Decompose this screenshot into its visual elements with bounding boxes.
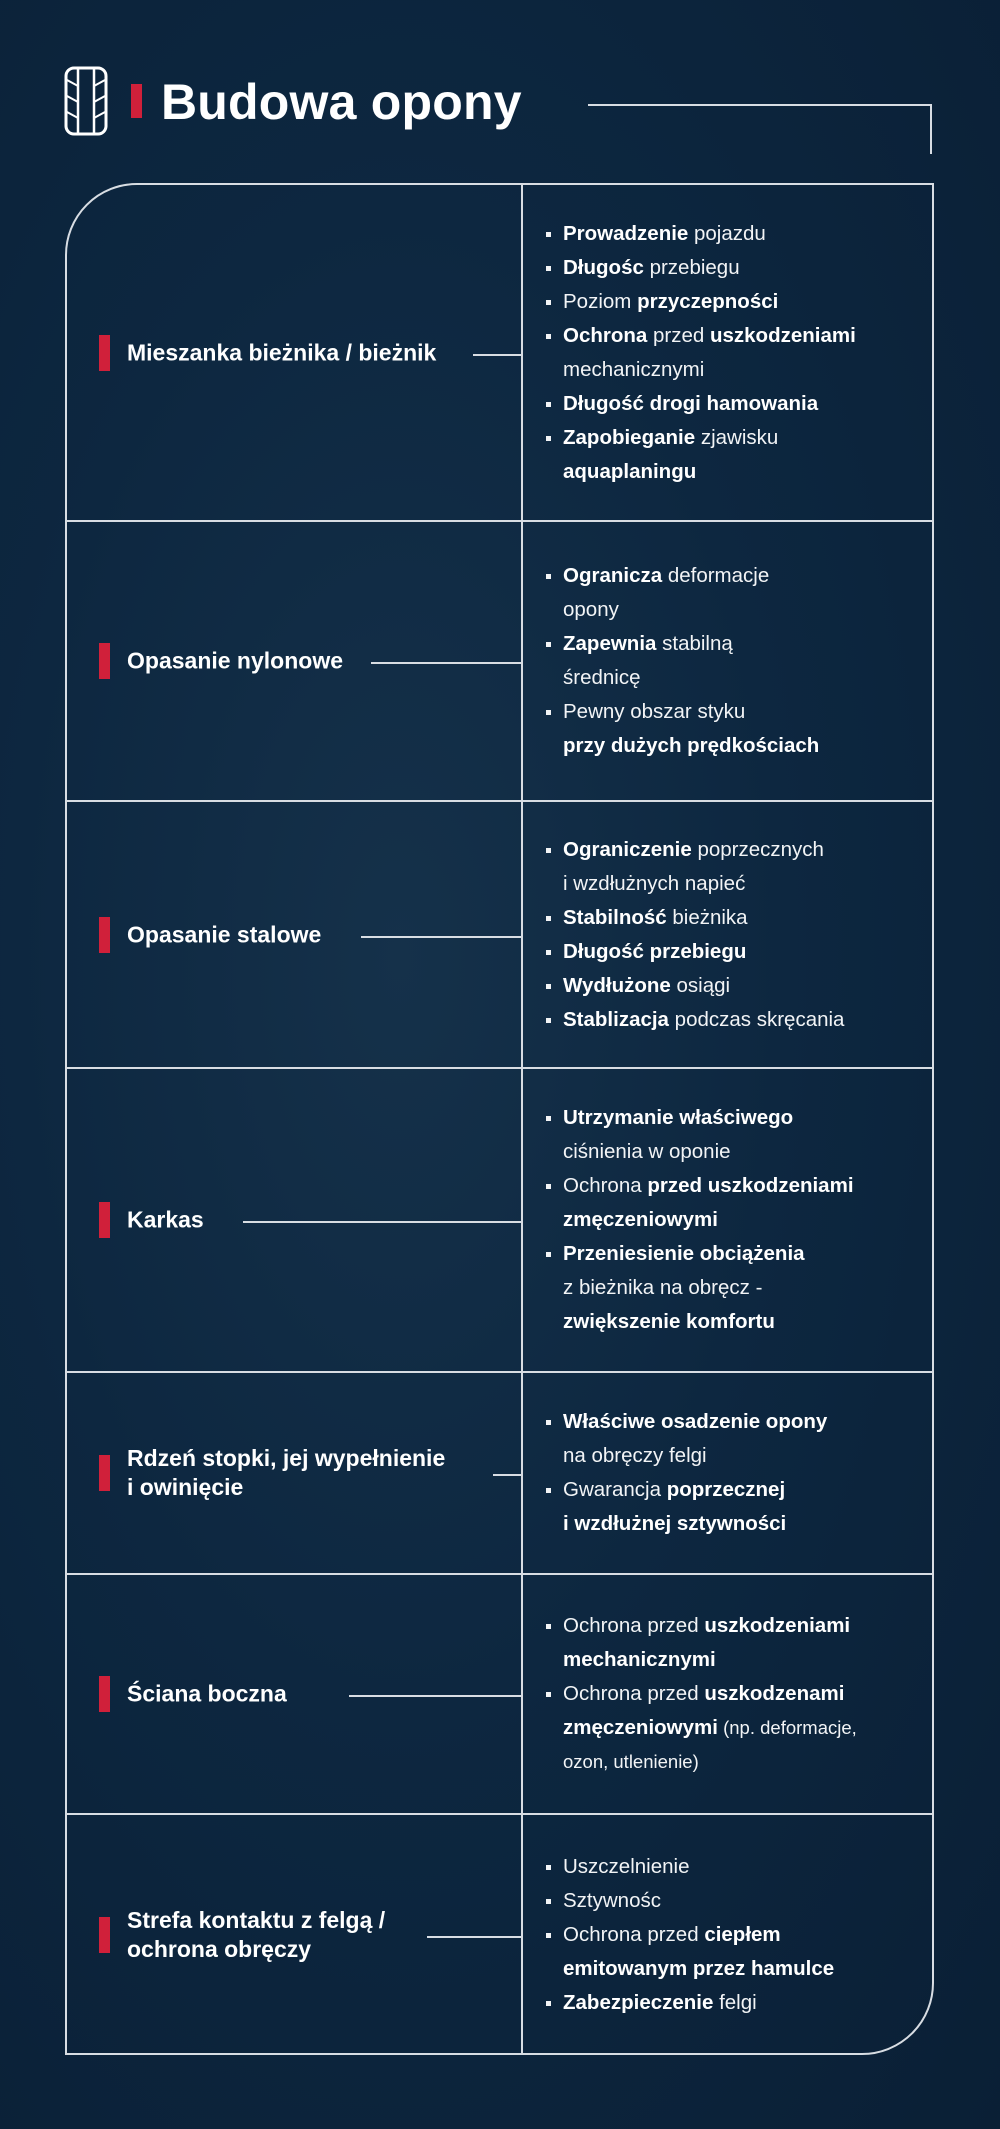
feature-text-bold: Wydłużone	[563, 973, 671, 997]
feature-text-bold: Utrzymanie właściwego	[563, 1106, 794, 1129]
feature-item	[563, 935, 932, 969]
feature-text: Ochrona przed	[563, 1614, 705, 1637]
feature-text-bold: przed uszkodzeniami zmęczeniowymi	[563, 1174, 854, 1231]
header	[0, 0, 1000, 190]
feature-text-bold: uszkodzenami zmęczeniowymi	[563, 1682, 845, 1739]
feature-text-bold: Stabilność	[563, 905, 667, 929]
feature-text-bold: Długość przebiegu	[563, 939, 747, 963]
row-divider	[67, 1067, 932, 1069]
feature-text: (np. deformacje, ozon, utlenienie)	[563, 1717, 857, 1772]
row-divider	[67, 1573, 932, 1575]
feature-text-bold: Ochrona	[563, 324, 648, 347]
feature-text: przebiegu	[643, 256, 740, 279]
feature-text-bold: Długośc	[563, 256, 644, 279]
feature-text: deformacje opony	[563, 564, 770, 621]
feature-text-bold: Ogranicza	[563, 564, 663, 587]
feature-text-bold: Stablizacja	[563, 1007, 669, 1031]
component-label: Ściana boczna	[127, 1680, 287, 1707]
label-accent-bar	[99, 1676, 110, 1712]
feature-list	[521, 1609, 932, 1779]
feature-text-bold: poprzecznej i wzdłużnej sztywności	[563, 1478, 787, 1535]
label-accent-bar	[99, 643, 110, 679]
feature-text: z bieżnika na obręcz -	[563, 1276, 763, 1299]
label-connector-line	[349, 1695, 521, 1697]
label-connector-line	[361, 936, 521, 938]
feature-list	[521, 1101, 932, 1339]
feature-item	[563, 1850, 932, 1884]
feature-list	[521, 833, 932, 1037]
row-divider	[67, 1813, 932, 1815]
feature-item	[563, 1884, 932, 1918]
feature-text-bold: Zapobieganie	[563, 426, 696, 449]
feature-text: przed	[647, 324, 710, 347]
feature-text-bold: Zabezpieczenie	[563, 1990, 714, 2014]
feature-item	[563, 1986, 932, 2020]
label-accent-bar	[99, 917, 110, 953]
feature-list	[521, 217, 932, 489]
feature-text: mechanicznymi	[563, 358, 705, 381]
feature-text: osiągi	[670, 973, 731, 997]
label-connector-line	[493, 1474, 521, 1476]
feature-text: stabilną średnicę	[563, 632, 733, 689]
feature-text-bold: przyczepności	[637, 290, 779, 313]
component-label: Mieszanka bieżnika / bieżnik	[127, 339, 437, 366]
feature-item	[563, 559, 932, 627]
component-label: Strefa kontaktu z felgą / ochrona obręczy	[127, 1906, 386, 1962]
feature-list	[521, 1405, 932, 1541]
feature-item	[563, 1918, 932, 1986]
label-connector-line	[371, 662, 521, 664]
tire-structure-table	[65, 183, 934, 2055]
feature-item	[563, 421, 932, 489]
feature-text: Ochrona przed	[563, 1922, 705, 1946]
feature-text-bold: Przeniesienie obciążenia	[563, 1242, 805, 1265]
page-title: Budowa opony	[161, 74, 522, 130]
feature-list	[521, 1850, 932, 2020]
title-decor-line	[588, 104, 932, 154]
label-accent-bar	[99, 1917, 110, 1953]
feature-text: podczas skręcania	[668, 1007, 845, 1031]
feature-item	[563, 1237, 932, 1339]
feature-text: poprzecznych i wzdłużnych napieć	[563, 837, 824, 895]
feature-text: Poziom	[563, 290, 638, 313]
feature-text-bold: Prowadzenie	[563, 222, 689, 245]
feature-list	[521, 559, 932, 763]
label-accent-bar	[99, 335, 110, 371]
feature-text-bold: Zapewnia	[563, 632, 657, 655]
feature-text: Ochrona	[563, 1174, 648, 1197]
feature-text: felgi	[713, 1990, 757, 2014]
feature-item	[563, 285, 932, 319]
component-label: Opasanie nylonowe	[127, 647, 343, 674]
feature-item	[563, 833, 932, 901]
label-accent-bar	[99, 1455, 110, 1491]
component-label: Opasanie stalowe	[127, 921, 322, 947]
feature-text: Sztywnośc	[563, 1888, 661, 1912]
feature-item	[563, 1003, 932, 1037]
feature-text: bieżnika	[666, 905, 748, 929]
component-label: Rdzeń stopki, jej wypełnienie i owinięcie	[127, 1445, 446, 1500]
feature-text: Ochrona przed	[563, 1682, 705, 1705]
feature-item	[563, 1169, 932, 1237]
label-accent-bar	[99, 1202, 110, 1238]
tire-tread-icon	[64, 66, 108, 136]
feature-item	[563, 695, 932, 763]
feature-text: Pewny obszar styku	[563, 700, 746, 723]
feature-text-bold: uszkodzeniami mechanicznymi	[563, 1614, 851, 1671]
feature-text: na obręczy felgi	[563, 1444, 707, 1467]
feature-item	[563, 1101, 932, 1169]
feature-item	[563, 251, 932, 285]
row-divider	[67, 1371, 932, 1373]
label-connector-line	[427, 1936, 521, 1938]
feature-item	[563, 969, 932, 1003]
feature-text-bold: ciepłem emitowanym przez hamulce	[563, 1922, 835, 1980]
feature-item	[563, 217, 932, 251]
label-connector-line	[243, 1221, 521, 1223]
feature-text: ciśnienia w oponie	[563, 1140, 731, 1163]
feature-item	[563, 319, 932, 387]
component-label: Karkas	[127, 1206, 204, 1233]
feature-item	[563, 1405, 932, 1473]
title-accent-bar	[131, 84, 142, 118]
feature-item	[563, 387, 932, 421]
feature-item	[563, 901, 932, 935]
feature-text: Uszczelnienie	[563, 1854, 690, 1878]
feature-item	[563, 1473, 932, 1541]
feature-item	[563, 1677, 932, 1779]
row-divider	[67, 800, 932, 802]
row-divider	[67, 520, 932, 522]
feature-item	[563, 627, 932, 695]
feature-text-bold: przy dużych prędkościach	[563, 734, 820, 757]
feature-text: pojazdu	[688, 222, 766, 245]
feature-text-bold: Długość drogi hamowania	[563, 392, 819, 415]
feature-text-bold: uszkodzeniami	[709, 324, 856, 347]
feature-text-bold: zwiększenie komfortu	[563, 1310, 775, 1333]
feature-text-bold: aquaplaningu	[563, 460, 697, 483]
feature-item	[563, 1609, 932, 1677]
feature-text-bold: Właściwe osadzenie opony	[563, 1410, 828, 1433]
feature-text-bold: Ograniczenie	[563, 837, 692, 861]
label-connector-line	[473, 354, 521, 356]
feature-text: zjawisku	[695, 426, 779, 449]
feature-text: Gwarancja	[563, 1478, 667, 1501]
